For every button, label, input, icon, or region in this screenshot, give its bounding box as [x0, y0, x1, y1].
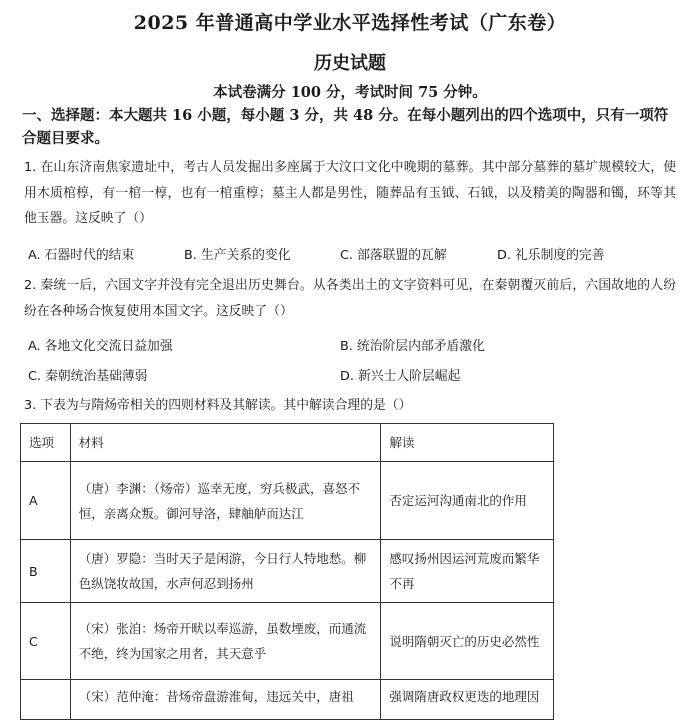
table-header-row — [21, 424, 554, 462]
exam-info: 本试卷满分 100 分，考试时间 75 分钟。 — [213, 84, 487, 101]
question-1-stem: 1. 在山东济南焦家遗址中，考古人员发掘出多座属于大汶口文化中晚期的墓葬。其中部分墓葬的墓圹规模较大，使用木质棺椁，有一棺一椁，也有一棺重椁；墓主人都是男性，随葬品有玉钺、石钺，以及精美的陶器和镯，环等其他玉器。这反映了（） — [24, 160, 676, 226]
section-heading: 一、选择题：本大题共 16 小题，每小题 3 分，共 48 分。在每小题列出的四个选项中，只有一项符合题目要求。 — [22, 107, 669, 147]
question-3-stem: 3. 下表为与隋炀帝相关的四则材料及其解读。其中解读合理的是（） — [24, 398, 412, 413]
table-row — [21, 603, 554, 680]
table-cell-reading: 说明隋朝灭亡的历史必然性 — [381, 603, 554, 680]
table-cell-material: （唐）罗隐：当时天子是闲游，今日行人特地愁。柳色纵饶妆故国，水声何忍到扬州 — [70, 540, 381, 603]
table-header-material: 材料 — [70, 424, 381, 462]
question-1-option-c: C. 部落联盟的瓦解 — [340, 248, 447, 263]
table-cell-option: A — [21, 462, 71, 540]
question-3-table — [20, 423, 554, 720]
table-header-reading: 解读 — [381, 424, 554, 462]
table-row — [21, 462, 554, 540]
question-2-option-b: B. 统治阶层内部矛盾激化 — [340, 339, 485, 354]
question-2-stem: 2. 秦统一后，六国文字并没有完全退出历史舞台。从各类出土的文字资料可见，在秦朝覆灭前后，六国故地的人纷纷在各种场合恢复使用本国文字。这反映了（） — [24, 278, 676, 319]
table-cell-material: （唐）李渊：（炀帝）巡幸无度，穷兵极武，喜怒不恒，亲离众叛。御河导洛，肆舳舻而达江 — [70, 462, 381, 540]
table-cell-material: （宋）范仲淹：昔炀帝盘游淮甸，违远关中，唐祖 — [70, 680, 381, 720]
question-2-option-a: A. 各地文化交流日益加强 — [28, 339, 173, 354]
table-cell-option: C — [21, 603, 71, 680]
table-header-option: 选项 — [21, 424, 71, 462]
question-1-option-d: D. 礼乐制度的完善 — [497, 248, 605, 263]
table-row — [21, 680, 554, 720]
table-cell-option: B — [21, 540, 71, 603]
question-1-option-a: A. 石器时代的结束 — [28, 248, 135, 263]
question-1-option-b: B. 生产关系的变化 — [184, 248, 291, 263]
table-cell-reading: 强调隋唐政权更迭的地理因 — [381, 680, 554, 720]
table-row — [21, 540, 554, 603]
exam-title: 2025 年普通高中学业水平选择性考试（广东卷） — [133, 12, 567, 34]
table-cell-option — [21, 680, 71, 720]
question-2-option-d: D. 新兴士人阶层崛起 — [340, 369, 461, 384]
table-cell-reading: 否定运河沟通南北的作用 — [381, 462, 554, 540]
table-cell-material: （宋）张洎：炀帝开畎以奉巡游，虽数堙废，而通流不绝，终为国家之用者，其天意乎 — [70, 603, 381, 680]
question-2-option-c: C. 秦朝统治基础薄弱 — [28, 369, 148, 384]
table-cell-reading: 感叹扬州因运河荒废而繁华不再 — [381, 540, 554, 603]
exam-subject: 历史试题 — [314, 53, 386, 74]
